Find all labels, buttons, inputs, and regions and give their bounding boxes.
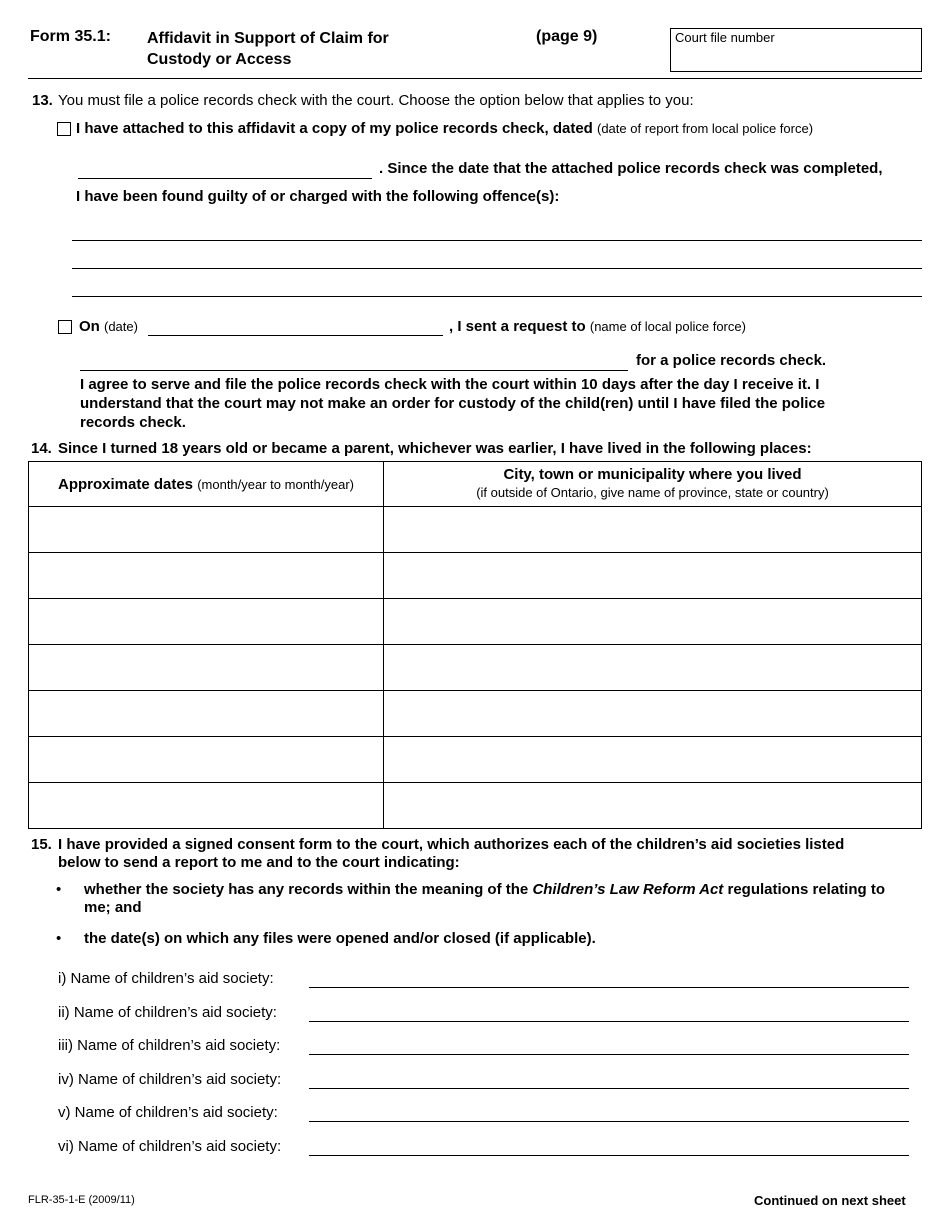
offence-line-1[interactable]	[72, 222, 922, 241]
cas-input-3[interactable]	[309, 1036, 909, 1055]
s13-option2-checkbox[interactable]	[58, 320, 72, 334]
s13-intro: You must file a police records check with the court. Choose the option below that applies to you:	[58, 92, 694, 109]
residence-table-header	[29, 462, 922, 507]
bullet-dot: •	[56, 930, 62, 947]
dates-input[interactable]	[29, 507, 383, 552]
page-number: (page 9)	[536, 28, 598, 45]
s13-agree-text: I agree to serve and file the police records check with the court within 10 days after the day I receive it. I understand that the court may not make an order for custody of the child(ren) until I have filed the police records check.	[80, 376, 826, 431]
cas-label-1: i) Name of children’s aid society:	[58, 970, 274, 987]
s13-option1-cont: . Since the date that the attached police records check was completed,	[379, 160, 883, 177]
table-row	[29, 691, 922, 737]
city-input[interactable]	[384, 783, 921, 828]
dates-input[interactable]	[29, 691, 383, 736]
cas-label-3: iii) Name of children’s aid society:	[58, 1037, 281, 1054]
form-code: FLR-35-1-E (2009/11)	[28, 1194, 135, 1206]
form-title-line1: Affidavit in Support of Claim for	[147, 30, 389, 47]
col-city	[384, 462, 922, 507]
residence-table	[28, 461, 922, 829]
s15-bullet1	[84, 881, 904, 917]
col1-note: (month/year to month/year)	[197, 476, 354, 492]
col-approx-dates	[29, 462, 384, 507]
s15-intro: I have provided a signed consent form to the court, which authorizes each of the children’s aid societies listed below to send a report to me and to the court indicating:	[58, 836, 845, 871]
dates-input[interactable]	[29, 599, 383, 644]
dates-input[interactable]	[29, 737, 383, 782]
col2-note: (if outside of Ontario, give name of province, state or country)	[476, 485, 829, 500]
city-input[interactable]	[384, 737, 921, 782]
court-file-box[interactable]	[670, 28, 922, 72]
city-input[interactable]	[384, 691, 921, 736]
offence-line-3[interactable]	[72, 278, 922, 297]
bullet-dot: •	[56, 881, 62, 898]
cas-input-6[interactable]	[309, 1137, 909, 1156]
bullet1-post: regulations relating to me; and	[84, 881, 885, 916]
form-title-line2: Custody or Access	[147, 51, 292, 68]
s13-option1-checkbox[interactable]	[57, 122, 71, 136]
bullet1-act: Children’s Law Reform Act	[532, 881, 724, 898]
s13-option2-on: On	[79, 318, 100, 335]
table-row	[29, 783, 922, 829]
s15-number: 15.	[31, 836, 52, 853]
city-input[interactable]	[384, 599, 921, 644]
s13-option2-date-note: (date)	[104, 319, 138, 334]
s13-option2-for: for a police records check.	[636, 352, 827, 369]
dates-input[interactable]	[29, 783, 383, 828]
city-input[interactable]	[384, 553, 921, 598]
police-force-input[interactable]	[80, 352, 628, 371]
table-row	[29, 737, 922, 783]
s13-option2-sent: , I sent a request to	[449, 318, 586, 335]
form-title	[147, 28, 389, 70]
s13-option2-force-note: (name of local police force)	[589, 319, 746, 334]
col2-bold: City, town or municipality where you lived	[503, 466, 802, 483]
offence-line-2[interactable]	[72, 250, 922, 269]
court-file-label: Court file number	[675, 30, 775, 45]
city-input[interactable]	[384, 645, 921, 690]
s13-option1-bold: I have attached to this affidavit a copy of my police records check, dated	[76, 120, 593, 137]
police-check-date-input[interactable]	[78, 160, 372, 179]
s13-option1-text	[76, 120, 813, 137]
dates-input[interactable]	[29, 645, 383, 690]
cas-input-5[interactable]	[309, 1103, 909, 1122]
table-row	[29, 599, 922, 645]
cas-label-4: iv) Name of children’s aid society:	[58, 1071, 282, 1088]
city-input[interactable]	[384, 507, 921, 552]
table-row	[29, 553, 922, 599]
cas-label-5: v) Name of children’s aid society:	[58, 1104, 278, 1121]
cas-label-2: ii) Name of children’s aid society:	[58, 1004, 277, 1021]
cas-label-6: vi) Name of children’s aid society:	[58, 1138, 282, 1155]
col1-bold: Approximate dates	[57, 475, 194, 493]
s13-option2-sent-text	[449, 318, 746, 335]
cas-input-4[interactable]	[309, 1070, 909, 1089]
cas-input-2[interactable]	[309, 1003, 909, 1022]
table-row	[29, 507, 922, 553]
form-number: Form 35.1:	[30, 28, 111, 45]
s15-bullet2: the date(s) on which any files were opened and/or closed (if applicable).	[84, 930, 596, 947]
cas-input-1[interactable]	[309, 969, 909, 988]
s14-number: 14.	[31, 440, 52, 457]
continued-note: Continued on next sheet	[754, 1193, 906, 1208]
dates-input[interactable]	[29, 553, 383, 598]
request-date-input[interactable]	[148, 317, 443, 336]
s13-number: 13.	[32, 92, 53, 109]
header-divider	[28, 78, 922, 79]
s14-intro: Since I turned 18 years old or became a parent, whichever was earlier, I have lived in the following places:	[58, 440, 812, 457]
s13-option1-line2: I have been found guilty of or charged with the following offence(s):	[76, 188, 560, 205]
table-row	[29, 645, 922, 691]
s13-option1-note: (date of report from local police force)	[597, 121, 814, 136]
bullet1-pre: whether the society has any records within the meaning of the	[84, 881, 529, 898]
